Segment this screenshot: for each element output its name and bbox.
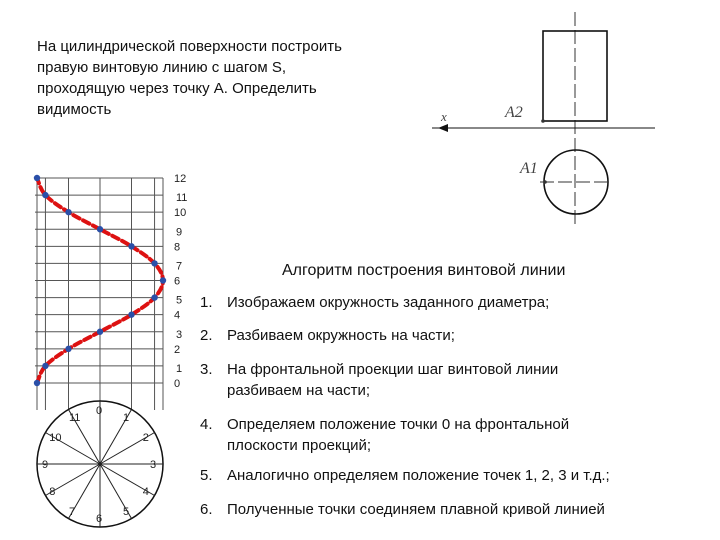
step-text: разбиваем на части; — [227, 382, 371, 399]
division-label: 2 — [142, 432, 149, 444]
division-label: 8 — [49, 486, 56, 498]
height-labels — [174, 173, 187, 390]
helix-point — [97, 329, 103, 335]
helix-point — [128, 243, 134, 249]
step-number: 3. — [200, 361, 213, 378]
step-number: 4. — [200, 416, 213, 433]
helix-point — [65, 346, 71, 352]
division-label: 4 — [142, 486, 149, 498]
task-line: видимость — [37, 101, 112, 118]
helix-point — [42, 363, 48, 369]
helix-point — [34, 175, 40, 181]
height-label: 2 — [174, 343, 181, 356]
x-axis-arrow-icon — [438, 124, 448, 132]
division-label: 1 — [123, 412, 130, 425]
height-label: 12 — [174, 173, 187, 185]
height-label: 9 — [176, 226, 183, 239]
division-label: 10 — [49, 432, 62, 444]
helix-point — [160, 277, 166, 283]
step-text: Полученные точки соединяем плавной кривой линией — [227, 501, 605, 518]
division-label: 0 — [96, 405, 103, 417]
height-label: 11 — [176, 192, 188, 205]
step-text: Аналогично определяем положение точек 1, 2, 3 и т.д.; — [227, 467, 610, 484]
division-label: 6 — [96, 513, 103, 525]
point-a2-marker — [541, 119, 545, 123]
helix-construction — [34, 173, 188, 527]
helix-point — [151, 260, 157, 266]
height-label: 5 — [176, 294, 183, 307]
helix-point — [151, 294, 157, 300]
height-label: 4 — [174, 309, 181, 322]
height-label: 3 — [176, 328, 183, 341]
height-label: 0 — [174, 378, 181, 390]
algorithm-title: Алгоритм построения винтовой линии — [282, 262, 566, 279]
step-number: 1. — [200, 294, 213, 311]
helix-grid — [35, 178, 163, 410]
height-label: 7 — [176, 260, 183, 273]
helix-point — [42, 192, 48, 198]
step-text: На фронтальной проекции шаг винтовой линии — [227, 361, 559, 378]
step-text: Определяем положение точки 0 на фронтальной — [227, 416, 570, 433]
division-label: 3 — [150, 459, 157, 471]
step-text: Изображаем окружность заданного диаметра; — [227, 294, 550, 311]
point-a2-label: A2 — [505, 104, 523, 121]
division-label: 5 — [123, 505, 130, 518]
helix-point — [34, 380, 40, 386]
task-line: правую винтовую линию с шагом S, — [37, 59, 286, 76]
point-a1-marker — [543, 180, 547, 184]
task-line: На цилиндрической поверхности построить — [37, 38, 342, 55]
height-label: 6 — [174, 275, 181, 288]
height-label: 8 — [174, 241, 181, 254]
step-number: 2. — [200, 327, 213, 344]
division-label: 9 — [42, 459, 49, 471]
division-label: 7 — [69, 505, 76, 518]
height-label: 1 — [176, 362, 183, 375]
helix-point — [97, 226, 103, 232]
helix-point — [65, 209, 71, 215]
helix-point — [128, 311, 134, 317]
height-label: 10 — [174, 207, 187, 220]
division-label: 11 — [69, 412, 81, 425]
step-text: плоскости проекций; — [227, 437, 372, 454]
step-text: Разбиваем окружность на части; — [227, 327, 455, 344]
step-number: 6. — [200, 501, 213, 518]
step-number: 5. — [200, 467, 213, 484]
cylinder-projection — [432, 12, 655, 225]
x-axis-label: x — [441, 109, 447, 124]
point-a1-label: A1 — [520, 160, 538, 177]
task-line: проходящую через точку А. Определить — [37, 80, 317, 97]
